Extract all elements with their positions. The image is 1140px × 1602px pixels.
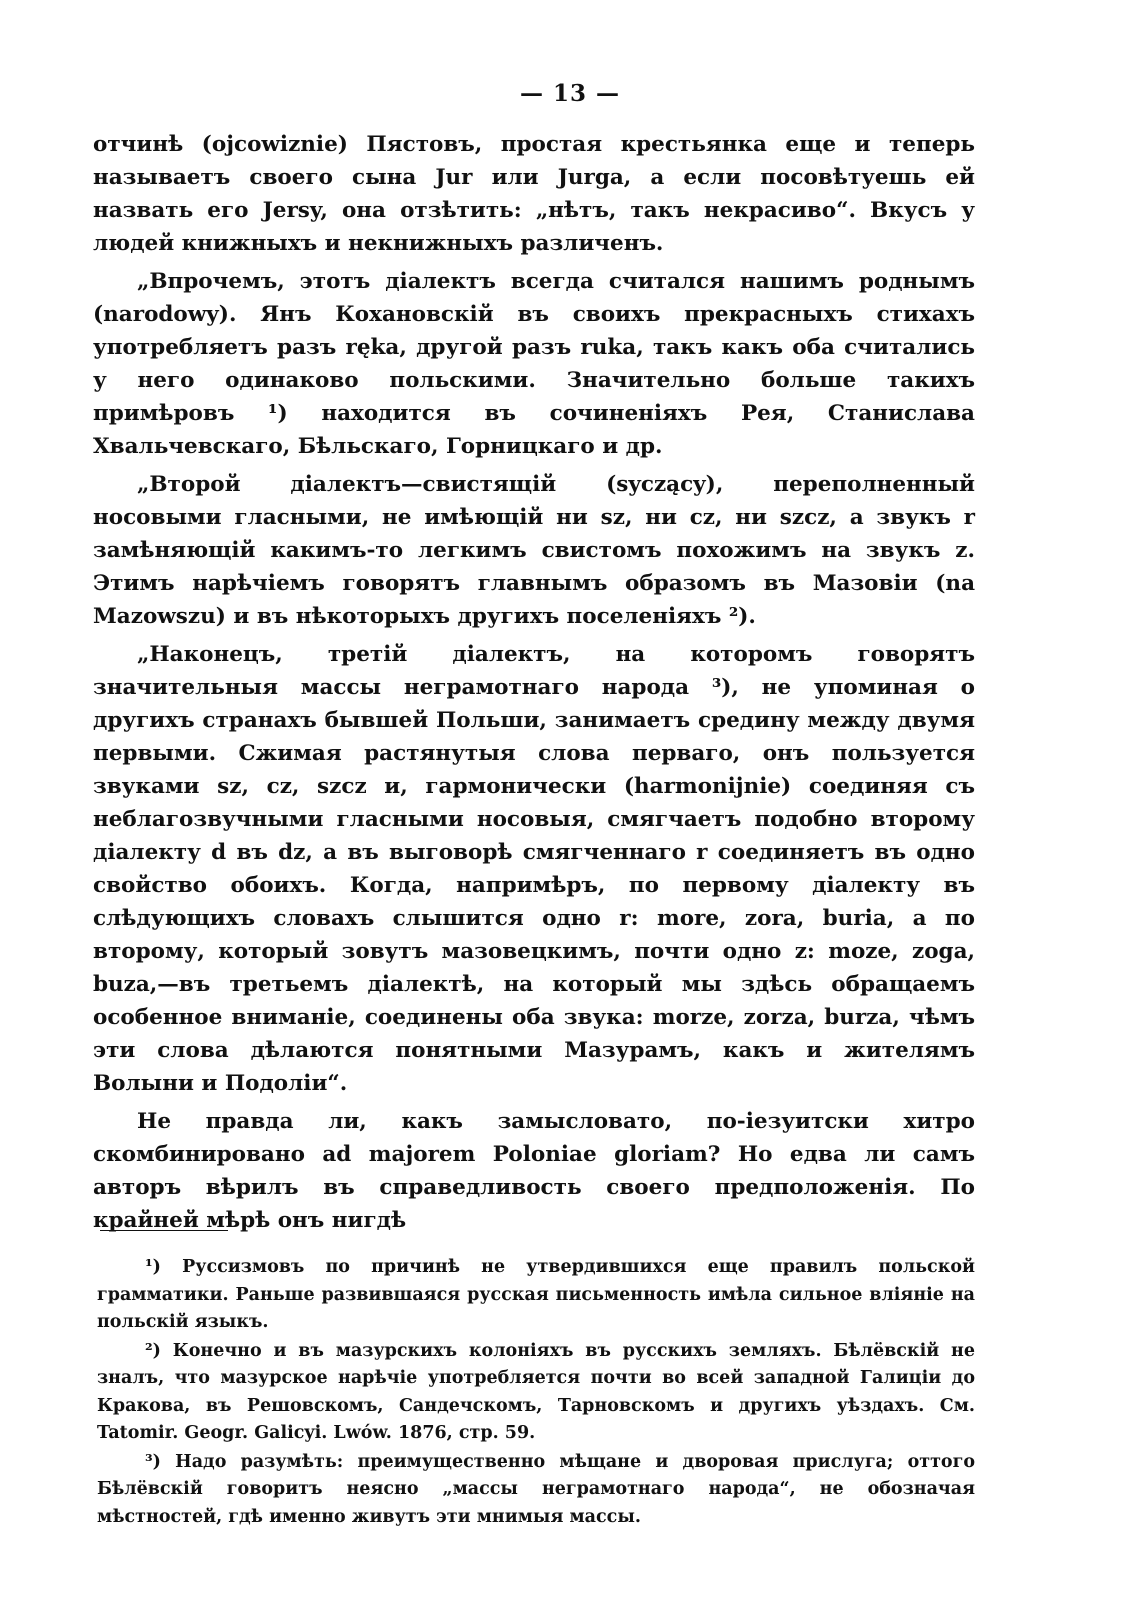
page-number: — 13 — [519,80,621,107]
paragraph-2: „Впрочемъ, этотъ діалектъ всегда считался нашимъ роднымъ (narodowy). Янъ Кохановскій въ своихъ прекрасныхъ стихахъ употребляетъ разъ ręka, другой разъ ruka, такъ какъ оба считались у него одинаково польскими. Значительно больше такихъ примѣровъ ¹) находится въ сочиненіяхъ Рея, Станислава Хвальчевскаго, Бѣльскаго, Горницкаго и др. [93,269,975,459]
paragraph-4: „Наконецъ, третій діалектъ, на которомъ говорятъ значительныя массы неграмотнаго народа ³), не упоминая о другихъ странахъ бывшей Польши, занимаетъ средину между двумя первыми. Сжимая растянутыя слова перваго, онъ пользуется звуками sz, cz, szcz и, гармонически (harmonijnie) соединяя съ неблагозвучными гласными носовыя, смягчаетъ подобно второму діалекту d въ dz, а въ выговорѣ смягченнаго r соединяетъ въ одно свойство обоихъ. Когда, напримѣръ, по первому діалекту въ слѣдующихъ словахъ слышится одно r: more, zora, buria, а по второму, который зовутъ мазовецкимъ, почти одно z: moze, zoga, buza,—въ третьемъ діалектѣ, на который мы здѣсь обращаемъ особенное вниманіе, соединены оба звука: morze, zorza, burza, чѣмъ эти слова дѣлаются понятными Мазурамъ, какъ и жителямъ Волыни и Подоліи“. [93,642,975,1096]
paragraph-5: Не правда ли, какъ замысловато, по-іезуитски хитро скомбинировано ad majorem Poloniae gloriam? Но едва ли самъ авторъ вѣрилъ въ справедливость своего предположенія. По крайней мѣрѣ онъ нигдѣ [93,1109,975,1233]
footnote-divider [100,1230,228,1231]
footnote-2: ²) Конечно и въ мазурскихъ колоніяхъ въ русскихъ земляхъ. Бѣлёвскій не зналъ, что мазурское нарѣчіе употребляется почти во всей западной Галиціи до Кракова, въ Решовскомъ, Сандечскомъ, Тарновскомъ и другихъ уѣздахъ. См. Tatomir. Geogr. Galicyi. Lwów. 1876, стр. 59. [97,1340,975,1443]
body-text [93,128,975,1242]
footnotes [97,1254,975,1532]
footnote-3: ³) Надо разумѣть: преимущественно мѣщане и дворовая прислуга; оттого Бѣлёвскій говоритъ неясно „массы неграмотнаго народа“, не обозначая мѣстностей, гдѣ именно живутъ эти мнимыя массы. [97,1451,975,1527]
paragraph-3: „Второй діалектъ—свистящій (syczący), переполненный носовыми гласными, не имѣющій ни sz, ни cz, ни szcz, а звукъ r замѣняющій какимъ-то легкимъ свистомъ похожимъ на звукъ z. Этимъ нарѣчіемъ говорятъ главнымъ образомъ въ Мазовіи (na Mazowszu) и въ нѣкоторыхъ другихъ поселеніяхъ ²). [93,472,975,629]
footnote-1: ¹) Руссизмовъ по причинѣ не утвердившихся еще правилъ польской грамматики. Раньше развившаяся русская письменность имѣла сильное вліяніе на польскій языкъ. [97,1257,975,1332]
paragraph-1: отчинѣ (ojcowiznie) Пястовъ, простая крестьянка еще и теперь называетъ своего сына Jur или Jurga, а если посовѣтуешь ей назвать его Jersy, она отзѣтить: „нѣтъ, такъ некрасиво“. Вкусъ у людей книжныхъ и некнижныхъ различенъ. [93,132,975,256]
